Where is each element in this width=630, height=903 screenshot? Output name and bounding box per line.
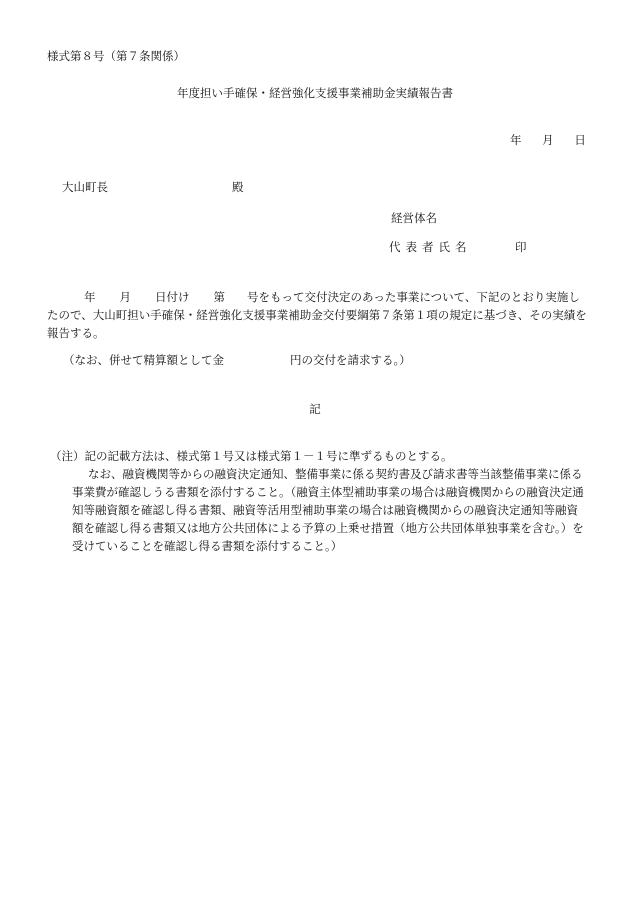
seal-label: 印 — [515, 240, 527, 254]
form-number: 様式第８号（第７条関係） — [47, 49, 185, 63]
representative-label: 代表者氏名 — [389, 240, 472, 254]
date-year-label: 年 — [510, 133, 522, 147]
body-text: 号をもって交付決定のあった事業について、下記のとおり実施したので、大山町担い手確保・経営強化支援事業補助金交付要綱第７条第１項の規定に基づき、その実績を報告する。 — [47, 290, 587, 340]
note-line-2: なお、融資機関等からの融資決定通知、整備事業に係る契約書及び請求書等当該整備事業に係る事業費が確認しうる書類を添付すること。（融資主体型補助事業の場合は融資機関からの融資決定通知等融資額を確認し得る書類、融資等活用型補助事業の場合は融資機関からの融資決定通知等融資額を確認し得る書類又は地方公共団体による予算の上乗せ措置（地方公共団体単独事業を含む。）を受けていることを確認し得る書類を添付すること。） — [72, 467, 584, 553]
note-line-1: （注）記の記載方法は、様式第１号又は様式第１－１号に準ずるものとする。 — [50, 449, 453, 463]
body-date-suffix: 日付け — [155, 290, 190, 304]
request-text-part1: （なお、併せて精算額として金 — [63, 353, 224, 367]
request-text-part2: 円の交付を請求する。） — [290, 353, 411, 367]
report-body-paragraph — [47, 288, 587, 342]
ki-heading: 記 — [309, 402, 321, 416]
recipient-name: 大山町長 — [62, 180, 108, 194]
body-number-prefix: 第 — [213, 290, 225, 304]
note-section — [50, 447, 590, 555]
body-month-label: 月 — [119, 290, 131, 304]
entity-name-label: 経営体名 — [391, 211, 437, 225]
date-month-label: 月 — [542, 133, 554, 147]
page-title: 年度担い手確保・経営強化支援事業補助金実績報告書 — [177, 86, 453, 100]
payment-request-line — [63, 352, 411, 368]
recipient-honorific: 殿 — [232, 180, 244, 194]
date-day-label: 日 — [574, 133, 586, 147]
date-line — [510, 132, 586, 148]
body-year-label: 年 — [84, 290, 96, 304]
